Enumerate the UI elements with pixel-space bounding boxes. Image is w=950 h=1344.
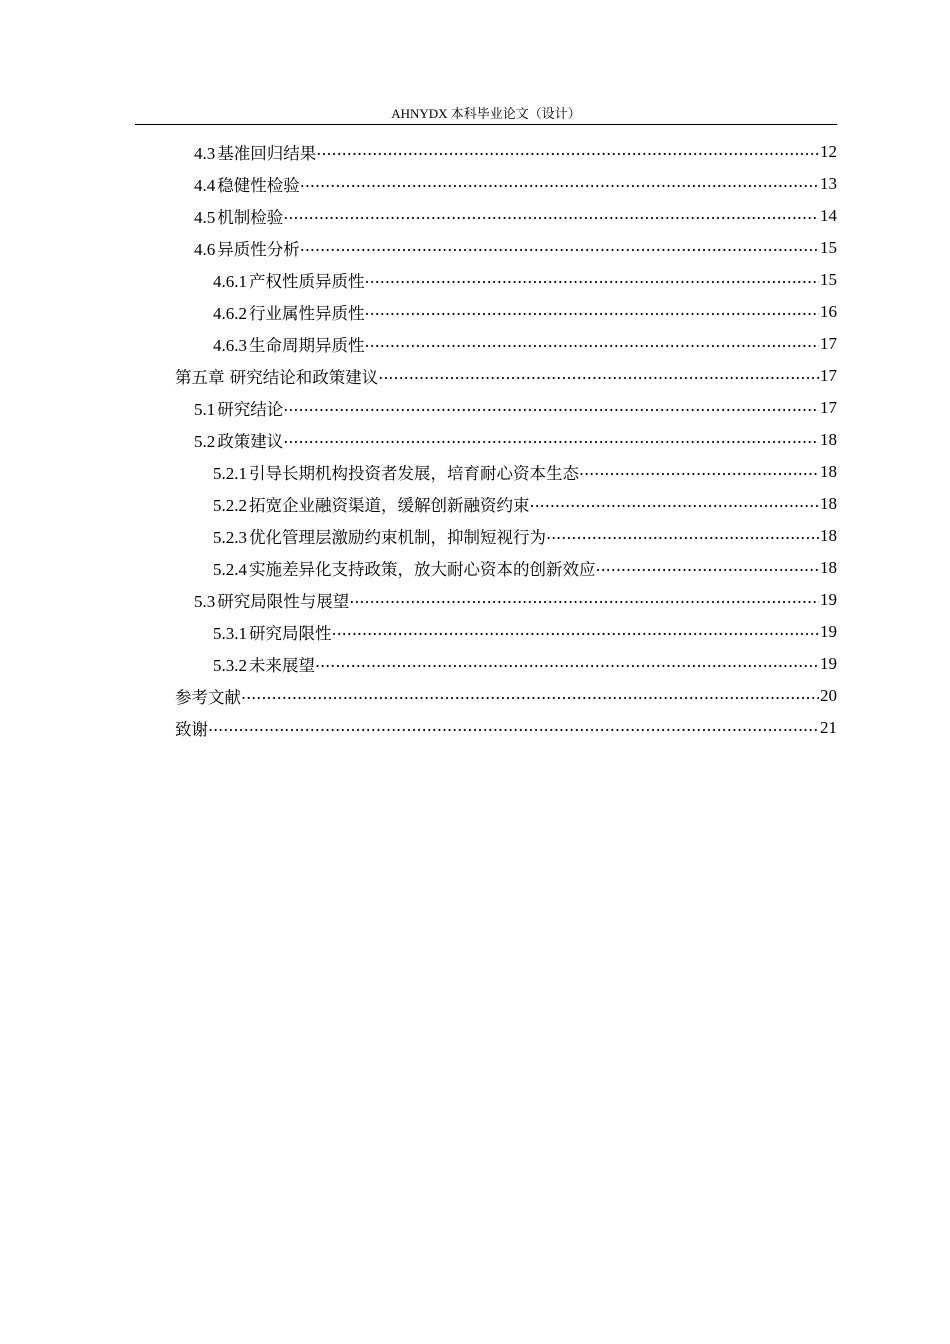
toc-dot-leader bbox=[579, 456, 819, 488]
toc-entry-label bbox=[194, 428, 283, 452]
toc-entry-label bbox=[213, 332, 365, 356]
toc-dot-leader bbox=[349, 584, 819, 616]
toc-entry-page-number: 20 bbox=[820, 686, 837, 705]
toc-entry-title: 异质性分析 bbox=[217, 240, 300, 259]
toc-entry[interactable] bbox=[213, 488, 837, 520]
toc-entry-page-number: 15 bbox=[820, 270, 837, 289]
toc-dot-leader bbox=[283, 424, 819, 456]
toc-entry-number: 5.1 bbox=[194, 400, 216, 419]
toc-entry-page-number: 13 bbox=[820, 174, 837, 193]
toc-dot-leader bbox=[365, 328, 820, 360]
toc-entry[interactable] bbox=[213, 616, 837, 648]
toc-entry-title: 拓宽企业融资渠道，缓解创新融资约束 bbox=[249, 496, 530, 515]
toc-entry-page-number: 17 bbox=[820, 334, 837, 353]
toc-entry-number: 5.2.4 bbox=[213, 560, 247, 579]
toc-entry-number: 5.3 bbox=[194, 592, 216, 611]
toc-entry-page-number: 14 bbox=[820, 206, 837, 225]
toc-entry-page-number: 18 bbox=[820, 558, 837, 577]
toc-entry[interactable] bbox=[194, 168, 837, 200]
toc-entry-page-number: 17 bbox=[820, 366, 837, 385]
header-title: AHNYDX 本科毕业论文（设计） bbox=[391, 106, 581, 121]
toc-entry-page-number: 19 bbox=[820, 654, 837, 673]
toc-entry-page-number: 15 bbox=[820, 238, 837, 257]
toc-entry-page-number: 19 bbox=[820, 622, 837, 641]
toc-entry-title: 致谢 bbox=[175, 720, 208, 739]
toc-entry-title: 行业属性异质性 bbox=[249, 304, 365, 323]
toc-entry[interactable] bbox=[194, 200, 837, 232]
toc-entry-label bbox=[213, 300, 365, 324]
toc-entry-number: 5.3.1 bbox=[213, 624, 247, 643]
toc-dot-leader bbox=[300, 168, 819, 200]
toc-entry-label bbox=[213, 492, 530, 516]
toc-dot-leader bbox=[332, 616, 820, 648]
toc-entry-label bbox=[194, 172, 300, 196]
toc-entry-page-number: 21 bbox=[820, 718, 837, 737]
toc-entry-title: 参考文献 bbox=[175, 688, 241, 707]
toc-entry[interactable] bbox=[213, 648, 837, 680]
toc-entry-label bbox=[213, 460, 579, 484]
toc-entry-title: 稳健性检验 bbox=[217, 176, 300, 195]
toc-entry-page-number: 18 bbox=[820, 526, 837, 545]
toc-entry[interactable] bbox=[175, 680, 837, 712]
toc-entry[interactable] bbox=[194, 584, 837, 616]
toc-entry-title: 基准回归结果 bbox=[217, 144, 317, 163]
toc-entry-title: 研究局限性与展望 bbox=[217, 592, 350, 611]
toc-entry-number: 5.2.2 bbox=[213, 496, 247, 515]
toc-entry-label bbox=[175, 684, 241, 708]
toc-entry[interactable] bbox=[194, 392, 837, 424]
toc-entry-title: 优化管理层激励约束机制，抑制短视行为 bbox=[249, 528, 546, 547]
toc-entry-page-number: 16 bbox=[820, 302, 837, 321]
toc-entry-number: 4.6 bbox=[194, 240, 216, 259]
toc-entry-title: 未来展望 bbox=[249, 656, 315, 675]
toc-entry-number: 5.2.1 bbox=[213, 464, 247, 483]
toc-entry-label bbox=[213, 524, 546, 548]
toc-entry[interactable] bbox=[194, 136, 837, 168]
toc-entry-label bbox=[213, 620, 332, 644]
toc-entry[interactable] bbox=[213, 264, 837, 296]
toc-dot-leader bbox=[283, 200, 819, 232]
toc-entry-label bbox=[194, 140, 316, 164]
toc-entry-number: 5.3.2 bbox=[213, 656, 247, 675]
toc-entry-number: 4.5 bbox=[194, 208, 216, 227]
toc-dot-leader bbox=[283, 392, 819, 424]
toc-entry-page-number: 18 bbox=[820, 430, 837, 449]
toc-entry-label bbox=[194, 396, 283, 420]
toc-dot-leader bbox=[300, 232, 819, 264]
toc-dot-leader bbox=[365, 296, 820, 328]
toc-entry-label bbox=[213, 652, 315, 676]
toc-entry-number: 4.6.3 bbox=[213, 336, 247, 355]
toc-dot-leader bbox=[378, 360, 819, 392]
toc-entry-title: 生命周期异质性 bbox=[249, 336, 365, 355]
page-header bbox=[135, 104, 837, 125]
toc-entry-number: 4.6.1 bbox=[213, 272, 247, 291]
toc-entry[interactable] bbox=[175, 712, 837, 744]
toc-entry[interactable] bbox=[213, 520, 837, 552]
toc-dot-leader bbox=[365, 264, 820, 296]
toc-dot-leader bbox=[241, 680, 819, 712]
toc-entry-label bbox=[213, 268, 365, 292]
toc-entry-title: 第五章 研究结论和政策建议 bbox=[175, 368, 379, 387]
toc-entry-label bbox=[194, 588, 349, 612]
toc-entry-label bbox=[175, 364, 378, 388]
toc-entry-title: 政策建议 bbox=[217, 432, 284, 451]
toc-entry[interactable] bbox=[175, 360, 837, 392]
toc-entry-page-number: 19 bbox=[820, 590, 837, 609]
toc-entry[interactable] bbox=[213, 328, 837, 360]
toc-entry[interactable] bbox=[194, 424, 837, 456]
toc-entry-title: 产权性质异质性 bbox=[249, 272, 365, 291]
toc-entry-title: 研究局限性 bbox=[249, 624, 332, 643]
toc-entry[interactable] bbox=[213, 296, 837, 328]
toc-entry-label bbox=[194, 204, 283, 228]
toc-entry-title: 研究结论 bbox=[217, 400, 284, 419]
toc-dot-leader bbox=[596, 552, 820, 584]
toc-entry-number: 5.2.3 bbox=[213, 528, 247, 547]
toc-entry-number: 5.2 bbox=[194, 432, 216, 451]
toc-entry-page-number: 18 bbox=[820, 462, 837, 481]
toc-dot-leader bbox=[315, 648, 819, 680]
toc-entry-number: 4.4 bbox=[194, 176, 216, 195]
toc-entry-page-number: 12 bbox=[820, 142, 837, 161]
toc-entry-page-number: 17 bbox=[820, 398, 837, 417]
toc-entry[interactable] bbox=[194, 232, 837, 264]
toc-entry-number: 4.6.2 bbox=[213, 304, 247, 323]
toc-entry-label bbox=[175, 716, 208, 740]
toc-entry-number: 4.3 bbox=[194, 144, 216, 163]
toc-dot-leader bbox=[546, 520, 819, 552]
toc-dot-leader bbox=[530, 488, 820, 520]
toc-entry[interactable] bbox=[213, 552, 837, 584]
toc-entry-title: 引导长期机构投资者发展，培育耐心资本生态 bbox=[249, 464, 579, 483]
toc-entry-title: 机制检验 bbox=[217, 208, 284, 227]
toc-dot-leader bbox=[316, 136, 819, 168]
toc-entry[interactable] bbox=[213, 456, 837, 488]
toc-entry-label bbox=[213, 556, 596, 580]
toc-entry-label bbox=[194, 236, 300, 260]
toc-entry-page-number: 18 bbox=[820, 494, 837, 513]
toc-dot-leader bbox=[208, 712, 819, 744]
toc-entry-title: 实施差异化支持政策，放大耐心资本的创新效应 bbox=[249, 560, 596, 579]
